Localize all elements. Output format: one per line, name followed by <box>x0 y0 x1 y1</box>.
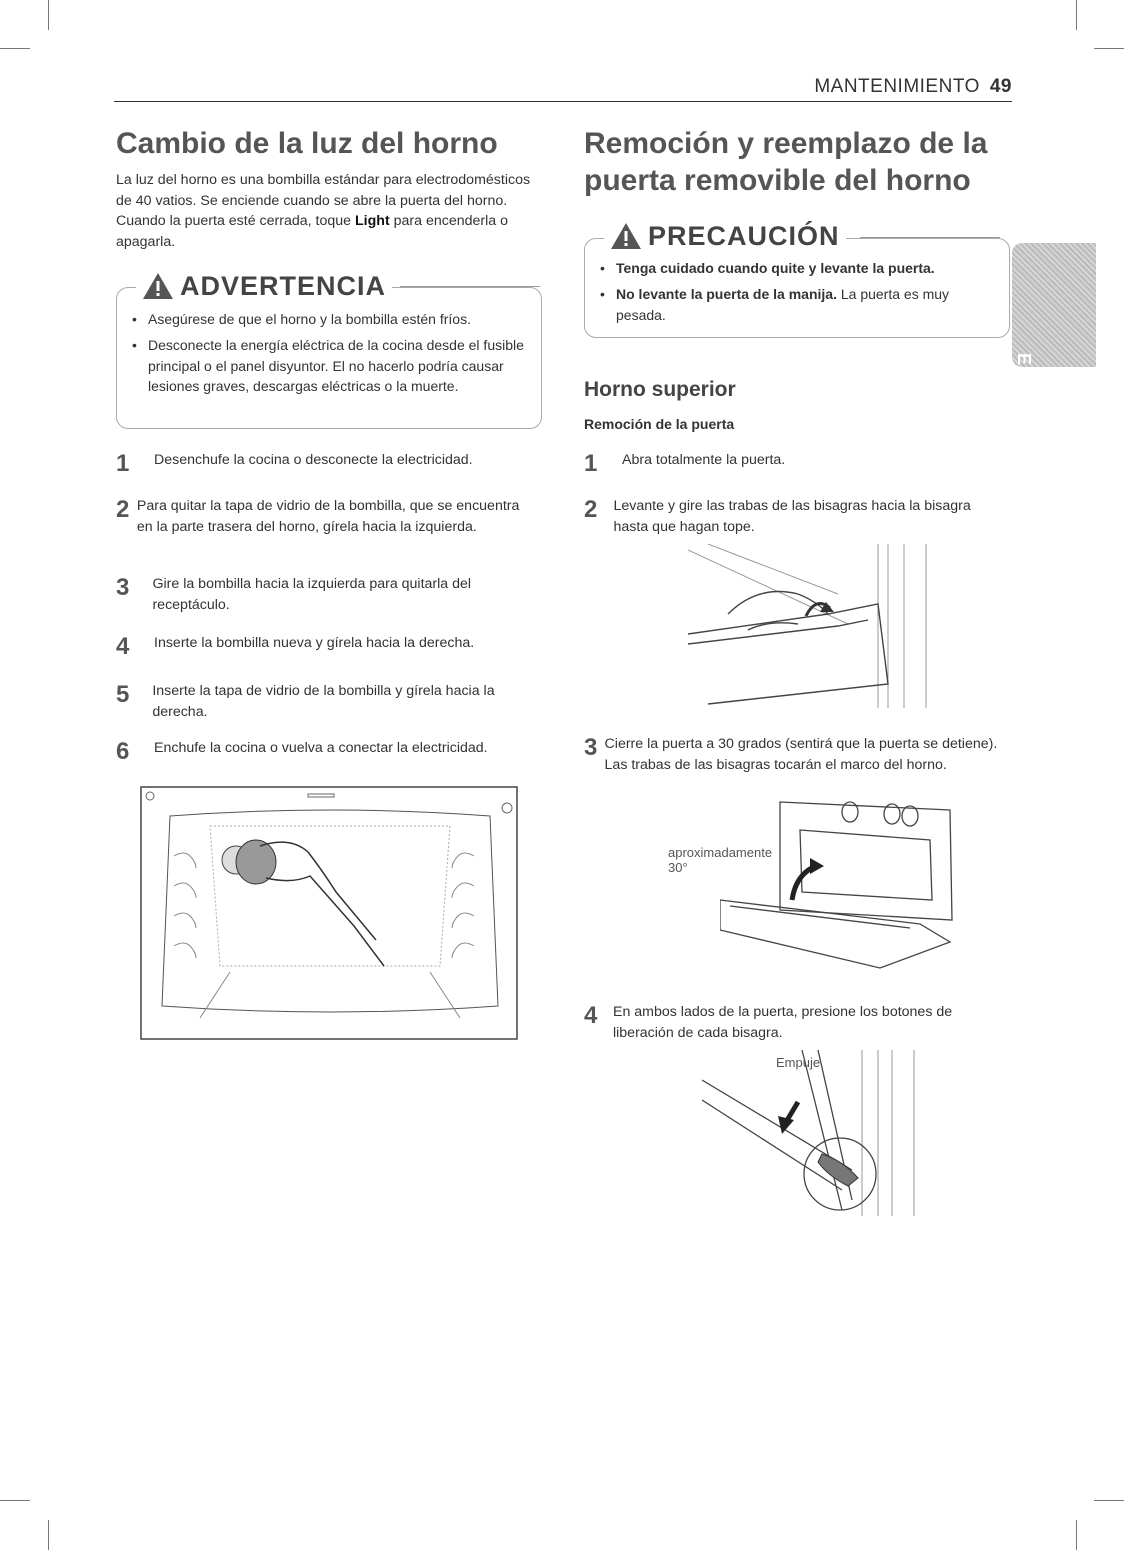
caution-list <box>596 258 996 331</box>
step-text: Abra totalmente la puerta. <box>622 452 786 468</box>
right-step <box>584 450 1004 476</box>
crop-mark <box>1076 1520 1077 1550</box>
intro-text-2: para encenderla o apagarla. <box>116 213 508 250</box>
step-number: 4 <box>116 633 130 660</box>
caution-item <box>596 284 996 325</box>
left-step <box>116 738 536 764</box>
caution-header <box>604 218 846 254</box>
step-text: En ambos lados de la puerta, presione los botones de liberación de cada bisagra. <box>612 1004 953 1041</box>
page-header <box>814 76 1012 98</box>
crop-mark <box>1076 0 1077 30</box>
left-title: Cambio de la luz del horno <box>116 127 498 160</box>
language-tab-label: ESPAÑOL <box>1014 353 1034 453</box>
step-text: Desenchufe la cocina o desconecte la electricidad. <box>154 452 473 468</box>
crop-mark <box>1094 48 1124 49</box>
step-number: 2 <box>584 496 598 523</box>
door-30-degree-illustration <box>720 800 960 972</box>
right-title: Remoción y reemplazo de la puerta removible del horno <box>584 127 988 197</box>
right-step <box>584 734 1004 775</box>
hinge-latch-illustration <box>688 544 938 708</box>
warning-list <box>128 309 528 402</box>
left-step <box>116 496 536 537</box>
left-step <box>116 681 536 722</box>
hinge-release-illustration <box>702 1050 922 1216</box>
warning-header-line <box>400 286 540 287</box>
step-number: 3 <box>584 734 598 761</box>
warning-title: ADVERTENCIA <box>180 270 387 301</box>
step-text: Cierre la puerta a 30 grados (sentirá que la puerta se detiene). Las trabas de las bisagras tocarán el marco del horno. <box>604 736 998 773</box>
step-number: 5 <box>116 681 130 708</box>
warning-header <box>136 268 392 304</box>
warning-triangle-icon <box>610 222 642 250</box>
crop-mark <box>48 1520 49 1550</box>
subheading: Horno superior <box>584 378 736 401</box>
step-text: Inserte la bombilla nueva y gírela hacia la derecha. <box>154 635 475 651</box>
step-number: 4 <box>584 1002 598 1029</box>
section-name: MANTENIMIENTO <box>814 76 980 97</box>
left-step <box>116 633 536 659</box>
crop-mark <box>1094 1500 1124 1501</box>
subsubheading: Remoción de la puerta <box>584 416 735 432</box>
step-number: 6 <box>116 738 130 765</box>
push-label: Empuje <box>776 1055 821 1070</box>
warning-item: • Desconecte la energía eléctrica de la cocina desde el fusible principal o el panel disyuntor. El no hacerlo podría causar lesiones graves, descargas eléctricas o la muerte. <box>128 335 528 396</box>
page-number: 49 <box>989 76 1012 97</box>
oven-light-illustration <box>140 786 520 1042</box>
step-number: 1 <box>116 450 130 477</box>
warning-triangle-icon <box>142 272 174 300</box>
caution-item-bold: No levante la puerta de la manija. <box>616 286 837 303</box>
step-text: Para quitar la tapa de vidrio de la bombilla, que se encuentra en la parte trasera del horno, gírela hacia la izquierda. <box>136 498 520 535</box>
angle-label: aproximadamente 30° <box>668 845 773 875</box>
intro-bold: Light <box>355 213 390 230</box>
step-number: 1 <box>584 450 598 477</box>
language-tab <box>1012 243 1096 453</box>
step-text: Enchufe la cocina o vuelva a conectar la electricidad. <box>154 740 488 756</box>
intro-text-1: La luz del horno es una bombilla estándar para electrodomésticos de 40 vatios. Se enciende cuando se abre la puerta del horno. Cuando la puerta esté cerrada, toque <box>116 172 531 230</box>
right-step <box>584 496 1004 537</box>
step-text: Inserte la tapa de vidrio de la bombilla y gírela hacia la derecha. <box>152 683 495 720</box>
step-number: 2 <box>116 496 130 523</box>
step-number: 3 <box>116 574 130 601</box>
caution-item-text: La puerta es muy pesada. <box>616 286 950 323</box>
left-step <box>116 574 536 615</box>
caution-title: PRECAUCIÓN <box>648 220 840 251</box>
caution-item <box>596 258 996 278</box>
warning-item: • Asegúrese de que el horno y la bombilla estén fríos. <box>128 309 528 329</box>
caution-header-line <box>860 237 1000 238</box>
step-text: Levante y gire las trabas de las bisagras hacia la bisagra hasta que hagan tope. <box>613 498 971 535</box>
step-text: Gire la bombilla hacia la izquierda para quitarla del receptáculo. <box>152 576 472 613</box>
crop-mark <box>0 48 30 49</box>
right-step <box>584 1002 1004 1043</box>
header-rule <box>114 101 1012 102</box>
crop-mark <box>0 1500 30 1501</box>
left-step <box>116 450 536 476</box>
caution-item-bold: Tenga cuidado cuando quite y levante la puerta. <box>616 260 935 276</box>
intro-paragraph <box>116 170 546 252</box>
crop-mark <box>48 0 49 30</box>
